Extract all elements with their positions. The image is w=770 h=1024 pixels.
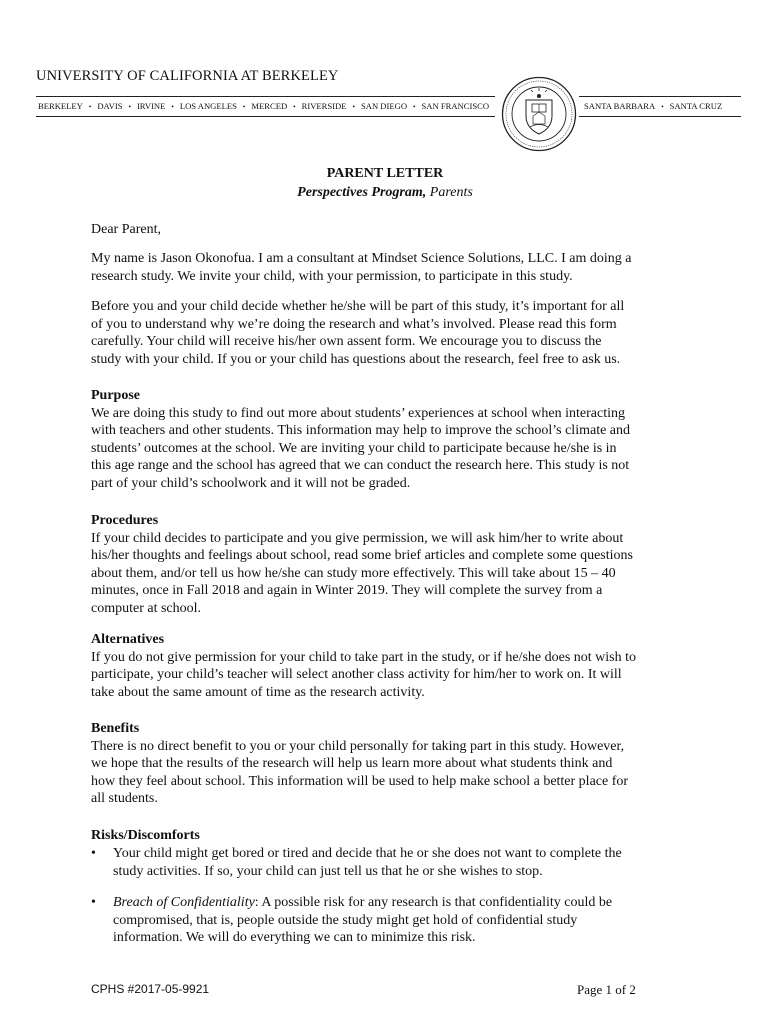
- benefits-heading: Benefits: [91, 721, 140, 736]
- purpose-section: Purpose We are doing this study to find out more about students’ experiences at school when interacting with teachers and other students. This information may help to improve the school’s climate and students’ outcomes at the school. We are inviting your child to participate because he/she is in this age range and the school has agreed that we can conduct the research here. This study is not part of your child’s schoolwork and it will not be graded.: [91, 387, 691, 493]
- confidentiality-term: Breach of Confidentiality: [113, 895, 255, 910]
- campus-separator-icon: •: [128, 103, 131, 111]
- campus-name-6: SAN DIEGO: [360, 101, 408, 111]
- procedures-section: Procedures If your child decides to participate and you give permission, we will ask him/her to write about his/her thoughts and feelings about school, read some brief articles and complete some questions about them, and/or tell us how he/she can study more effectively. This will take about 15 – 40 minutes, once in Fall 2018 and again in Winter 2019. They will complete the survey from a computer at school.: [91, 512, 691, 618]
- letterhead-bottom-rule: [36, 116, 495, 117]
- campus-name-7: SAN FRANCISCO: [421, 101, 490, 111]
- campus-list-left: [38, 101, 489, 111]
- risks-section: [91, 827, 691, 845]
- risks-bullet-1: • Your child might get bored or tired and decide that he or she does not want to complete the study activities. If so, your child can just tell us that he or she wishes to stop.: [91, 846, 622, 879]
- benefits-section: Benefits There is no direct benefit to you or your child personally for taking part in this study. However, we hope that the results of the research will help us learn more about what students think and how they feel about school. This information will be used to help make school a better place for all students.: [91, 720, 691, 808]
- bullet-dot-icon: •: [91, 895, 96, 910]
- letterhead-top-rule: [36, 96, 495, 97]
- campus-name-1: DAVIS: [97, 101, 123, 111]
- alternatives-heading: Alternatives: [91, 632, 165, 647]
- campus-name-right-0: SANTA BARBARA: [584, 101, 656, 111]
- campus-separator-icon: •: [413, 103, 416, 111]
- bullet-dot-icon: •: [91, 846, 96, 861]
- campus-name-5: RIVERSIDE: [301, 101, 347, 111]
- page-number: Page 1 of 2: [577, 982, 636, 997]
- risks-heading: Risks/Discomforts: [91, 828, 200, 843]
- campus-separator-icon: •: [88, 103, 92, 111]
- risks-bullet-2: • Breach of Confidentiality: A possible risk for any research is that confidentiality could be compromised, that is, people outside the study might get hold of confidential study information. We will do everything we can to minimize this risk.: [91, 895, 613, 946]
- procedures-heading: Procedures: [91, 513, 159, 528]
- university-seal-icon: [501, 76, 577, 152]
- before-paragraph: Before you and your child decide whether he/she will be part of this study, it’s important for all of you to understand why we’re doing the research and what’s involved. Please read this form carefully. Your child will receive his/her own assent form. We encourage you to discuss the study with your child. If you or your child has questions about the research, feel free to ask us.: [91, 299, 625, 367]
- campus-name-2: IRVINE: [136, 101, 166, 111]
- alternatives-section: Alternatives If you do not give permission for your child to take part in the study, or if he/she does not wish to participate, your child’s teacher will select another class activity for him/her to work on. It will take about the same amount of time as the research activity.: [91, 631, 691, 701]
- campus-separator-icon: •: [661, 103, 664, 111]
- audience-label: Parents: [426, 185, 473, 200]
- campus-separator-icon: •: [293, 103, 296, 111]
- university-name: UNIVERSITY OF CALIFORNIA AT BERKELEY: [36, 68, 339, 84]
- campus-separator-icon: •: [352, 103, 355, 111]
- salutation: Dear Parent,: [91, 222, 161, 237]
- campus-separator-icon: •: [171, 103, 174, 111]
- intro-paragraph: My name is Jason Okonofua. I am a consultant at Mindset Science Solutions, LLC. I am doing a research study. We invite your child, with your permission, to participate in this study.: [91, 251, 632, 284]
- letterhead-top-rule-right: [579, 96, 741, 97]
- program-name: Perspectives Program,: [297, 185, 427, 200]
- campus-separator-icon: •: [242, 103, 246, 111]
- campus-name-right-1: SANTA CRUZ: [669, 101, 723, 111]
- purpose-heading: Purpose: [91, 388, 140, 403]
- campus-list-right: [584, 101, 722, 111]
- campus-name-4: MERCED: [251, 101, 288, 111]
- letterhead-bottom-rule-right: [579, 116, 741, 117]
- protocol-number: CPHS #2017-05-9921: [91, 982, 210, 996]
- campus-name-0: BERKELEY: [38, 101, 83, 111]
- letter-title: PARENT LETTER: [326, 166, 444, 181]
- campus-name-3: LOS ANGELES: [179, 101, 237, 111]
- letter-subtitle: [0, 185, 770, 201]
